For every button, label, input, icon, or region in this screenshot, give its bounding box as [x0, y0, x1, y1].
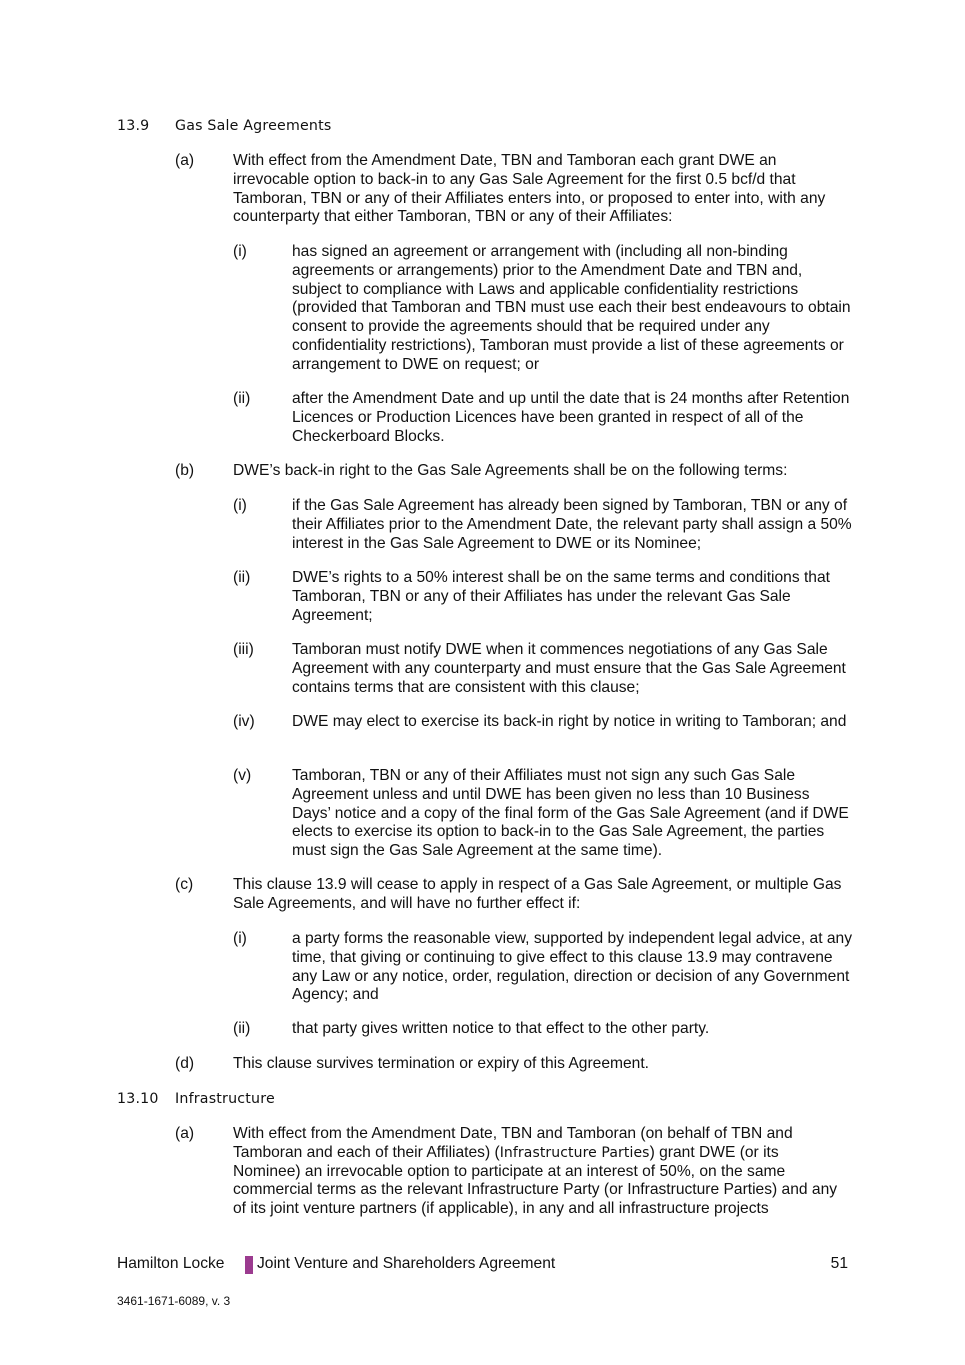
section-number: 13.9: [117, 118, 150, 134]
clause-label: (b): [175, 462, 195, 479]
subclause-text: after the Amendment Date and up until the date that is 24 months after Retention Licences or Production Licences have been granted in respect of all of the Checkerboard Blocks.: [292, 390, 850, 445]
clause-13-9-b-iii: [233, 641, 855, 697]
clause-label: (a): [175, 152, 195, 169]
clause-13-9-b-i: [233, 497, 855, 553]
clause-text: DWE’s back-in right to the Gas Sale Agreements shall be on the following terms:: [233, 462, 788, 479]
section-title: Gas Sale Agreements: [175, 118, 332, 134]
page-footer: [117, 1255, 852, 1275]
subclause-label: (iii): [233, 641, 254, 658]
footer-firm-name: Hamilton Locke: [117, 1255, 225, 1272]
section-number: 13.10: [117, 1091, 159, 1107]
defined-term: Infrastructure Parties: [499, 1144, 650, 1161]
subclause-text: if the Gas Sale Agreement has already been signed by Tamboran, TBN or any of their Affiliates prior to the Amendment Date, the relevant party shall assign a 50% interest in the Gas Sale Agreement to DWE or its Nominee;: [292, 497, 852, 552]
page-number: 51: [830, 1255, 848, 1272]
clause-13-9-c-ii: [233, 1020, 855, 1039]
clause-text: With effect from the Amendment Date, TBN and Tamboran each grant DWE an irrevocable option to back-in to any Gas Sale Agreement for the first 0.5 bcf/d that Tamboran, TBN or any of their Affiliates enters into, or proposed to enter into, with any counterparty that either Tamboran, TBN or any of their Affiliates:: [233, 152, 826, 226]
document-reference: 3461-1671-6089, v. 3: [117, 1294, 231, 1308]
clause-label: (c): [175, 876, 194, 893]
section-title: Infrastructure: [175, 1091, 275, 1107]
subclause-label: (v): [233, 767, 252, 784]
subclause-text: that party gives written notice to that effect to the other party.: [292, 1020, 710, 1037]
clause-13-9-a: [175, 152, 855, 227]
clause-13-9-b-iv: [233, 713, 855, 732]
clause-13-9-a-i: [233, 243, 855, 375]
clause-label: (d): [175, 1055, 195, 1072]
footer-document-title: Joint Venture and Shareholders Agreement: [257, 1255, 556, 1272]
subclause-label: (i): [233, 497, 247, 514]
clause-text-after: ) grant DWE (or its Nominee) an irrevocable option to participate at an interest of 50%, on the same commercial terms as the relevant Infrastructure Party (or Infrastructure Parties) and any of its joint venture partners (if applicable), in any and all infrastructure projects: [233, 1143, 838, 1218]
clause-13-9-a-ii: [233, 390, 855, 446]
subclause-label: (i): [233, 243, 247, 260]
clause-text: [233, 1125, 848, 1219]
subclause-text: DWE may elect to exercise its back-in right by notice in writing to Tamboran; and: [292, 713, 847, 730]
subclause-text: DWE’s rights to a 50% interest shall be on the same terms and conditions that Tamboran, TBN or any of their Affiliates has under the relevant Gas Sale Agreement;: [292, 569, 830, 624]
clause-13-9-d: [175, 1055, 855, 1074]
subclause-text: Tamboran must notify DWE when it commences negotiations of any Gas Sale Agreement with any counterparty and must ensure that the Gas Sale Agreement contains terms that are consistent with this clause;: [292, 641, 846, 696]
subclause-label: (ii): [233, 390, 251, 407]
clause-13-9-b-ii: [233, 569, 855, 625]
clause-label: (a): [175, 1125, 195, 1142]
footer-accent-bar: [245, 1256, 253, 1274]
clause-13-9-b-v: [233, 767, 855, 861]
subclause-text: a party forms the reasonable view, supported by independent legal advice, at any time, that giving or continuing to give effect to this clause 13.9 may contravene any Law or any notice, order, regulation, direction or decision of any Government Agency; and: [292, 930, 852, 1004]
clause-text-before: With effect from the Amendment Date, TBN and Tamboran (on behalf of TBN and Tamboran and each of their Affiliates) (: [233, 1125, 793, 1161]
clause-13-9-c-i: [233, 930, 855, 1005]
clause-text: This clause survives termination or expiry of this Agreement.: [233, 1055, 650, 1072]
subclause-text: has signed an agreement or arrangement with (including all non-binding agreements or arrangements) prior to the Amendment Date and TBN and, subject to compliance with Laws and applicable confidentiality restrictions (provided that Tamboran and TBN must use each their best endeavours to obtain consent to provide the agreements should that be required under any confidentiality restrictions), Tamboran must provide a list of these agreements or arrangement to DWE on request; or: [292, 243, 851, 373]
clause-text: This clause 13.9 will cease to apply in respect of a Gas Sale Agreement, or multiple Gas Sale Agreements, and will have no further effect if:: [233, 876, 842, 912]
clause-13-9-c: [175, 876, 855, 914]
subclause-label: (iv): [233, 713, 255, 730]
subclause-text: Tamboran, TBN or any of their Affiliates must not sign any such Gas Sale Agreement unless and until DWE has been given no less than 10 Business Days’ notice and a copy of the final form of the Gas Sale Agreement (and if DWE elects to exercise its option to back-in to the Gas Sale Agreement, the parties must sign the Gas Sale Agreement at the same time).: [292, 767, 849, 860]
clause-13-9-b: [175, 462, 855, 481]
subclause-label: (i): [233, 930, 247, 947]
subclause-label: (ii): [233, 1020, 251, 1037]
clause-13-10-a: [175, 1125, 855, 1219]
subclause-label: (ii): [233, 569, 251, 586]
